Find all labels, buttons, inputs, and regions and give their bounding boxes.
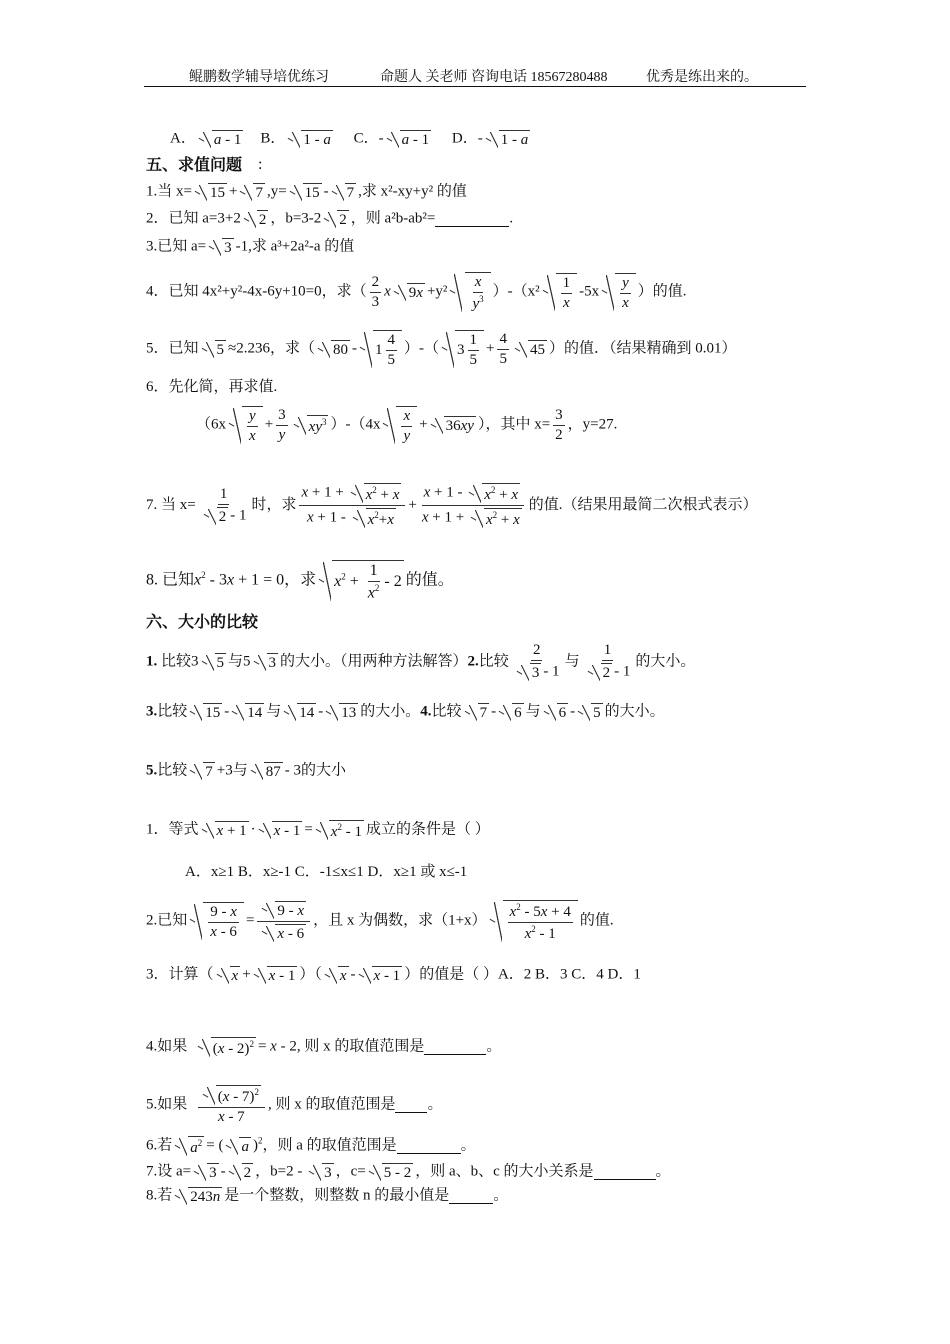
page-header (144, 64, 806, 87)
answer-blank[interactable] (594, 1164, 656, 1180)
answer-blank[interactable] (424, 1039, 486, 1055)
extra-3: 3．计算（ x + x - 1 ）（ x - x - 1 ）的值是（ ）A．2 B．3 C．4 D．1 (146, 966, 641, 984)
options-row: A． a - 1 B． 1 - a C．- a - 1 D．- 1 - a (170, 130, 529, 148)
section-5-title: 五、求值问题 (146, 155, 243, 174)
answer-blank[interactable] (449, 1188, 493, 1204)
answer-blank[interactable] (435, 211, 509, 227)
header-title: 鲲鹏数学辅导培优练习 (189, 70, 329, 85)
header-author: 命题人 关老师 咨询电话 18567280488 (380, 70, 608, 85)
section-6-title: 六、大小的比较 (146, 612, 259, 631)
question-5-6-expr: （6x $\frac{y}{x}$ + $\frac{3}{y}$ $xy^3$ ）-（4x $\frac{x}{y}$ + 36xy ），其中 x= $\frac{3}{2}$ ，y=27. (196, 406, 618, 444)
extra-5: 5.如果 $\frac{(x - 7)^2}{x - 7}$ , 则 x 的取值范围是 。 (146, 1087, 443, 1125)
question-5-8: 8. 已知$x^2 - 3x + 1 = 0$，求 $x^2$ + $\frac{1}{x^2}$ - 2 的值。 (146, 562, 454, 602)
extra-1: 1．等式 $x + 1 \cdot x - 1 = x^2 - 1$ 成立的条件是（ ） (146, 821, 490, 840)
extra-2: 2.已知 $\frac{9 - x}{x - 6}$ = $\frac{9 - x}{x - 6}$ ，且 x 为偶数，求（1+x） $\frac{x^2 - 5x + 4}{x^2 - 1}$ 的值. (146, 902, 614, 942)
option-a: A． (170, 130, 196, 147)
extra-8: 8.若 243n 是一个整数，则整数 n 的最小值是 。 (146, 1187, 509, 1205)
question-5-5: 5．已知 5 ≈2.236，求（ 80 - 1 $\frac{4}{5}$ ）-（ 3 $\frac{1}{5}$ + $\frac{4}{5}$ 45 ）的值．（结果精确到 0.01） (146, 330, 737, 368)
question-5-1: 1.当 x= 15 + 7 ,y= 15 - 7 ,求 x²-xy+y² 的值 (146, 183, 467, 201)
compare-1-2: 1. 比较3 5 与5 3 的大小。（用两种方法解答）2.比较 $\frac{2}{3 - 1}$ 与 $\frac{1}{2 - 1}$ 的大小。 (146, 642, 696, 681)
option-d: D． (451, 130, 478, 147)
extra-6: 6.若 $a^2$ = ( a )$^2$，则 a 的取值范围是 。 (146, 1135, 476, 1156)
answer-blank[interactable] (397, 1138, 461, 1154)
question-5-6: 6．先化简，再求值. (146, 379, 278, 395)
question-5-3: 3.已知 a= 3 -1,求 a³+2a²-a 的值 (146, 238, 355, 256)
header-motto: 优秀是练出来的。 (646, 70, 758, 85)
compare-3-4: 3.比较 15 - 14 与 14 - 13 的大小。4.比较 7 - 6 与 6 - 5 的大小。 (146, 703, 665, 721)
option-b: B． (260, 130, 286, 147)
option-c: C． (353, 130, 379, 147)
question-5-4: 4．已知 4x²+y²-4x-6y+10=0，求（ $\frac{2}{3}$ x 9x +y² $\frac{x}{y^3}$ ）-（x² $\frac{1}{x}$ -5x $\frac{y}{x}$ ）的值. (146, 273, 687, 312)
answer-blank[interactable] (395, 1097, 427, 1113)
extra-1-options: A．x≥1 B．x≥-1 C．-1≤x≤1 D．x≥1 或 x≤-1 (185, 864, 468, 880)
question-5-7: 7. 当 x= $\frac{1}{2 - 1}$ 时，求 $\frac{x + 1 + x^2 + x}{x + 1 - x^2+x}$ + $\frac{x + 1 - x^2 + x}{x + 1 + x^2 + x}$ 的值.（结果用最简二次根式表示） (146, 484, 758, 528)
extra-7: 7.设 a= 3 - 2 ，b=2 - 3 ，c= 5 - 2 ，则 a、b、c 的大小关系是 。 (146, 1163, 671, 1181)
compare-5: 5.比较 7 +3与 87 - 3的大小 (146, 762, 347, 780)
question-5-2: 2．已知 a=3+2 2 ，b=3-2 2 ，则 a²b-ab²= . (146, 210, 514, 228)
extra-4: 4.如果 (x - 2)$^2$ = x - 2, 则 x 的取值范围是 。 (146, 1038, 502, 1057)
